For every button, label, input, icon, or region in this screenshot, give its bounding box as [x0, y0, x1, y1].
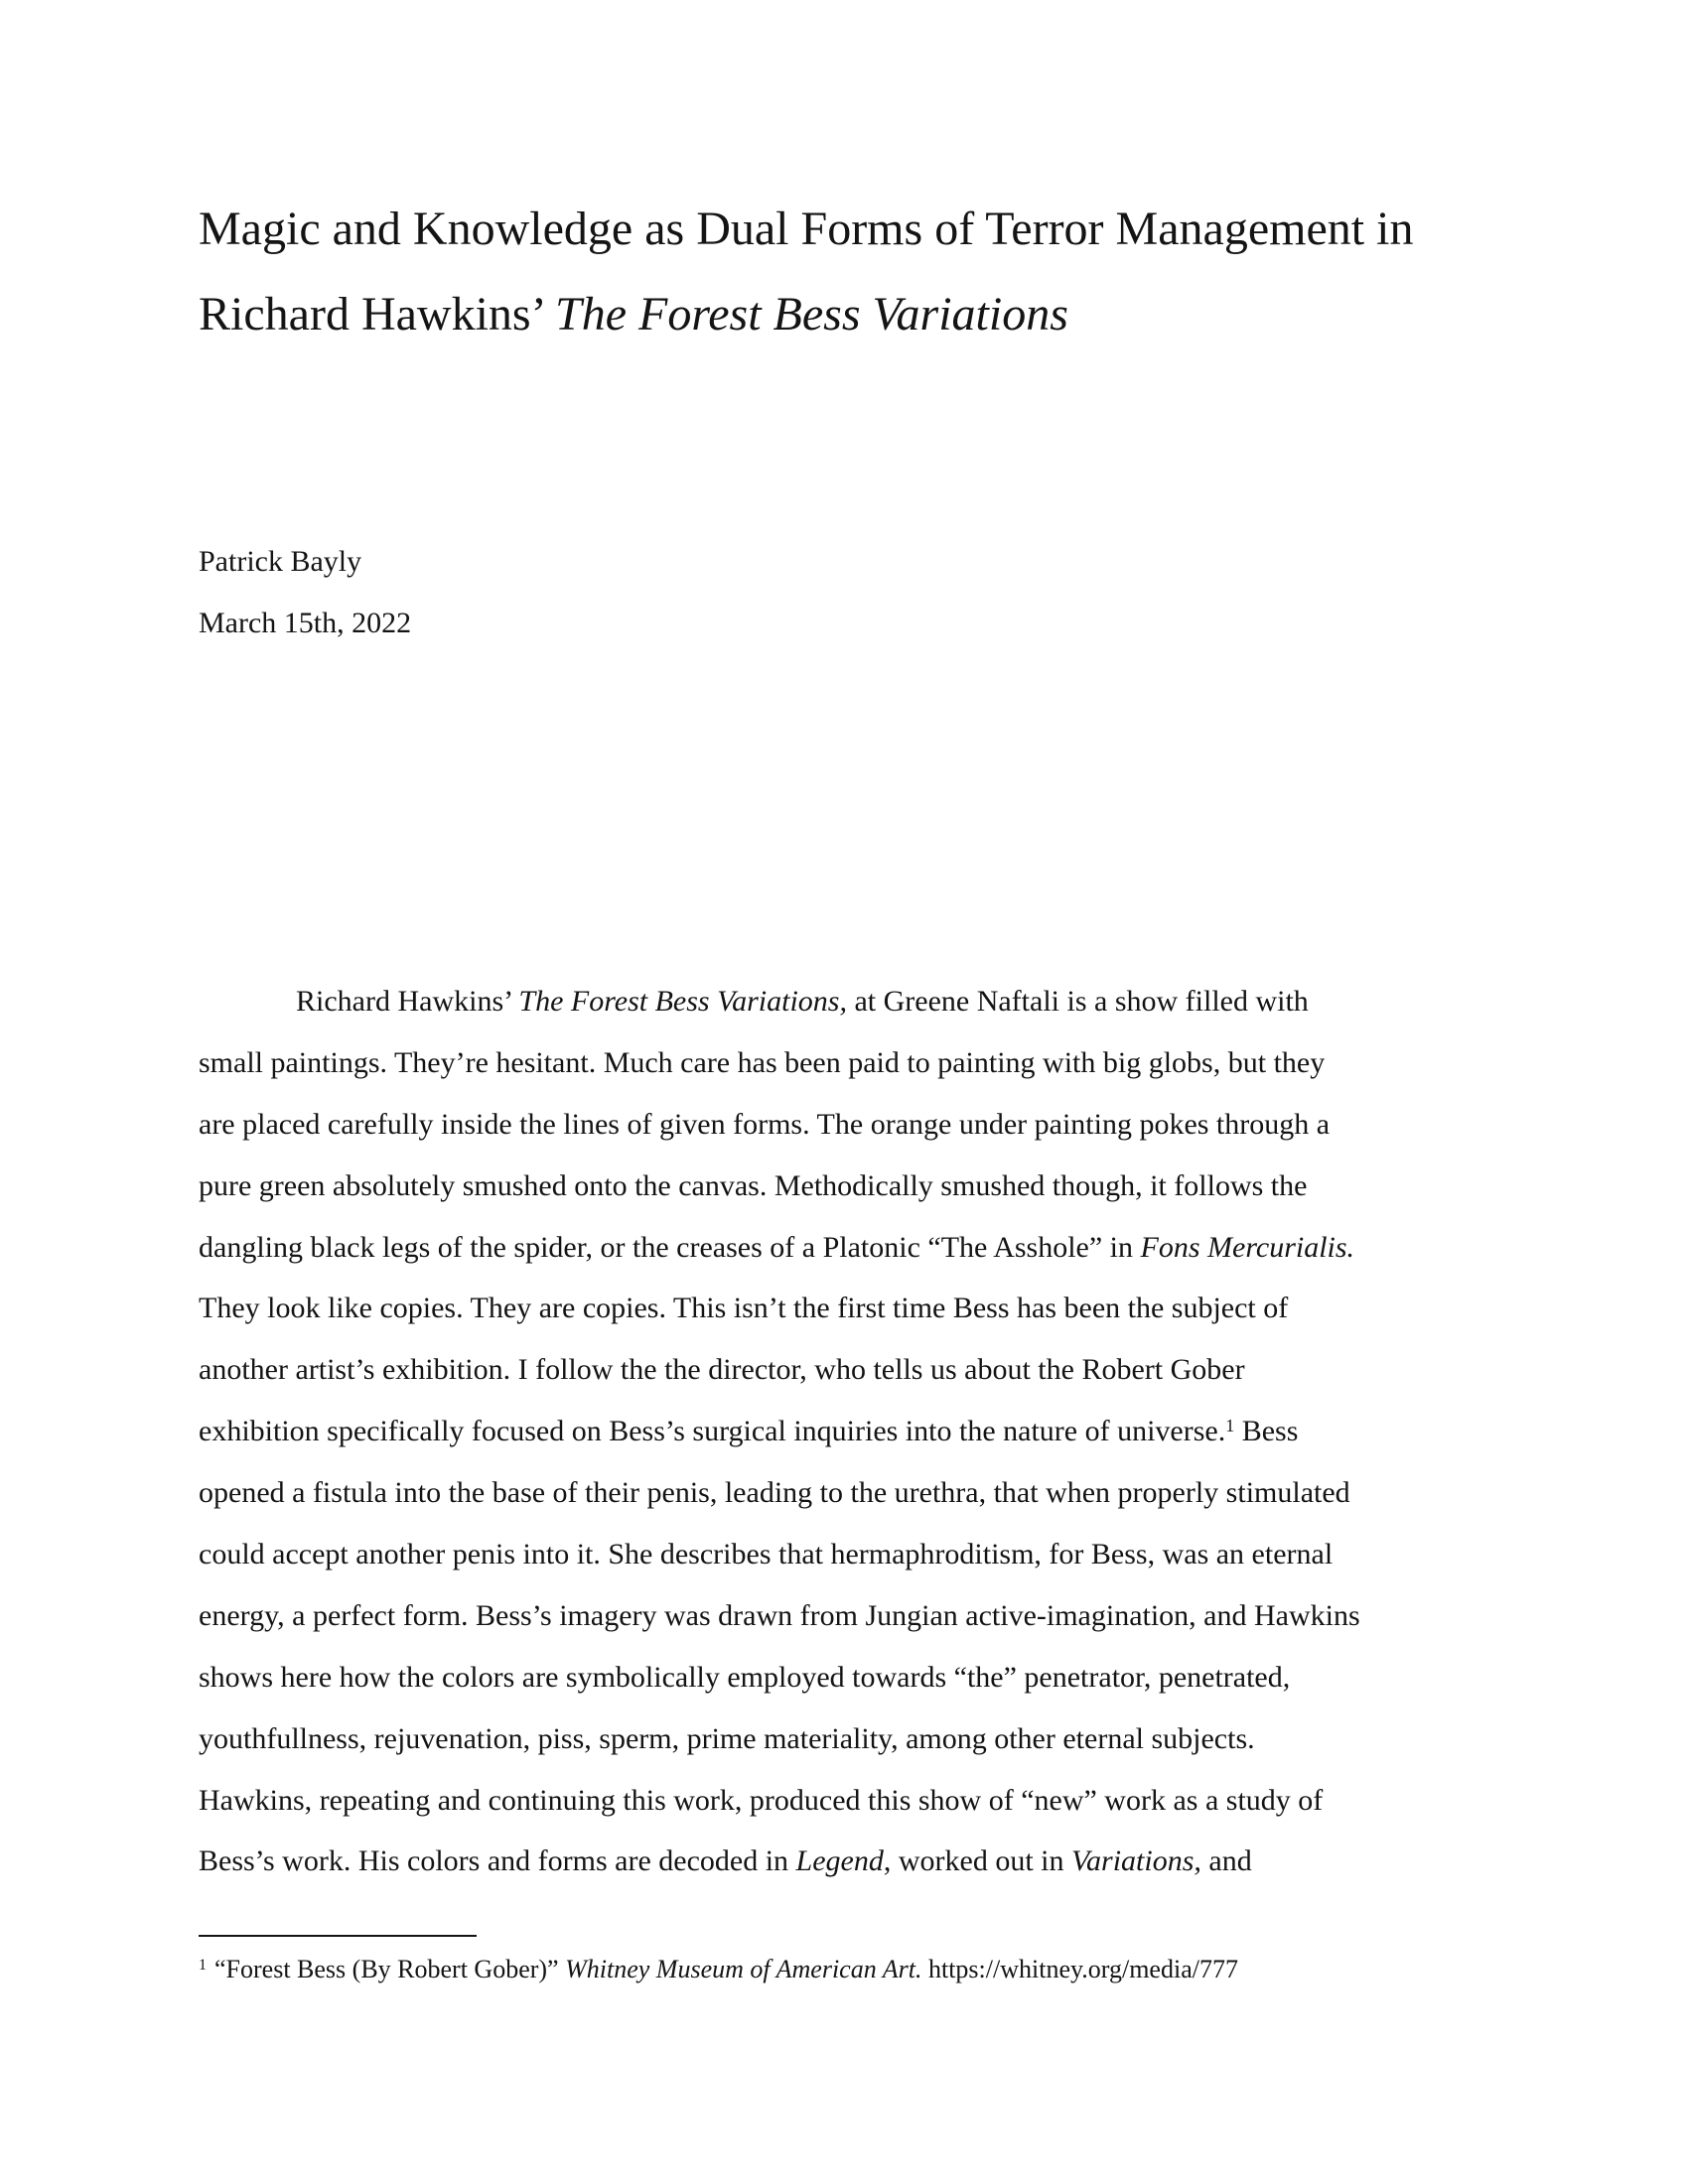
title-line-1: Magic and Knowledge as Dual Forms of Terror Management in [199, 203, 1414, 255]
body-line-15-text-b: , worked out in [883, 1844, 1072, 1878]
body-line-3: are placed carefully inside the lines of given forms. The orange under painting pokes through a [199, 1107, 1331, 1141]
body-line-14: Hawkins, repeating and continuing this work, produced this show of “new” work as a study of [199, 1783, 1324, 1817]
title-line-2 [199, 272, 1509, 357]
body-line-1 [199, 971, 1499, 1032]
body-line-9: opened a fistula into the base of their penis, leading to the urethra, that when properly stimulated [199, 1476, 1350, 1510]
body-line-1-italic: The Forest Bess Variations, [518, 985, 847, 1018]
footnote [199, 1952, 1238, 1987]
title-line-2-prefix: Richard Hawkins’ [199, 288, 556, 341]
body-line-7: another artist’s exhibition. I follow the the director, who tells us about the Robert Gober [199, 1353, 1245, 1387]
footnote-italic-source: Whitney Museum of American Art. [565, 1955, 922, 1983]
body-line-8-text-b: Bess [1234, 1415, 1299, 1448]
body-line-11: energy, a perfect form. Bess’s imagery was drawn from Jungian active-imagination, and Hawkins [199, 1598, 1360, 1632]
body-line-5-italic: Fons Mercurialis. [1140, 1230, 1355, 1264]
footnote-reference[interactable]: 1 [1225, 1416, 1235, 1436]
footnote-mark: 1 [199, 1957, 207, 1974]
author-name: Patrick Bayly [199, 545, 362, 578]
body-line-5 [199, 1217, 1499, 1279]
body-line-15 [199, 1831, 1499, 1892]
footnote-url[interactable]: https://whitney.org/media/777 [921, 1955, 1238, 1983]
body-line-15-text-a: Bess’s work. His colors and forms are decoded in [199, 1844, 796, 1878]
footnote-text-a: “Forest Bess (By Robert Gober)” [214, 1955, 566, 1983]
body-paragraph [199, 971, 1499, 1892]
page-title [199, 187, 1509, 357]
body-line-1-text-a: Richard Hawkins’ [296, 985, 519, 1018]
body-line-5-text: dangling black legs of the spider, or the creases of a Platonic “The Asshole” in [199, 1230, 1141, 1264]
document-date: March 15th, 2022 [199, 607, 412, 639]
body-line-15-italic-2: Variations, [1071, 1844, 1201, 1878]
body-line-4: pure green absolutely smushed onto the canvas. Methodically smushed though, it follows the [199, 1168, 1308, 1202]
body-line-15-text-c: and [1200, 1844, 1252, 1878]
title-italic-work: The Forest Bess Variations [555, 288, 1068, 341]
footnote-divider [199, 1935, 477, 1937]
body-line-8-text-a: exhibition specifically focused on Bess’s surgical inquiries into the nature of universe. [199, 1415, 1226, 1448]
body-line-2: small paintings. They’re hesitant. Much care has been paid to painting with big globs, but they [199, 1045, 1326, 1079]
body-line-8 [199, 1401, 1499, 1462]
body-line-1-text-b: at Greene Naftali is a show filled with [846, 985, 1309, 1018]
body-line-15-italic-1: Legend [795, 1844, 884, 1878]
body-line-12: shows here how the colors are symbolically employed towards “the” penetrator, penetrated, [199, 1660, 1291, 1694]
body-line-10: could accept another penis into it. She describes that hermaphroditism, for Bess, was an eternal [199, 1538, 1334, 1571]
body-line-13: youthfullness, rejuvenation, piss, sperm, prime materiality, among other eternal subjects. [199, 1721, 1255, 1755]
body-line-6: They look like copies. They are copies. This isn’t the first time Bess has been the subject of [199, 1292, 1289, 1325]
